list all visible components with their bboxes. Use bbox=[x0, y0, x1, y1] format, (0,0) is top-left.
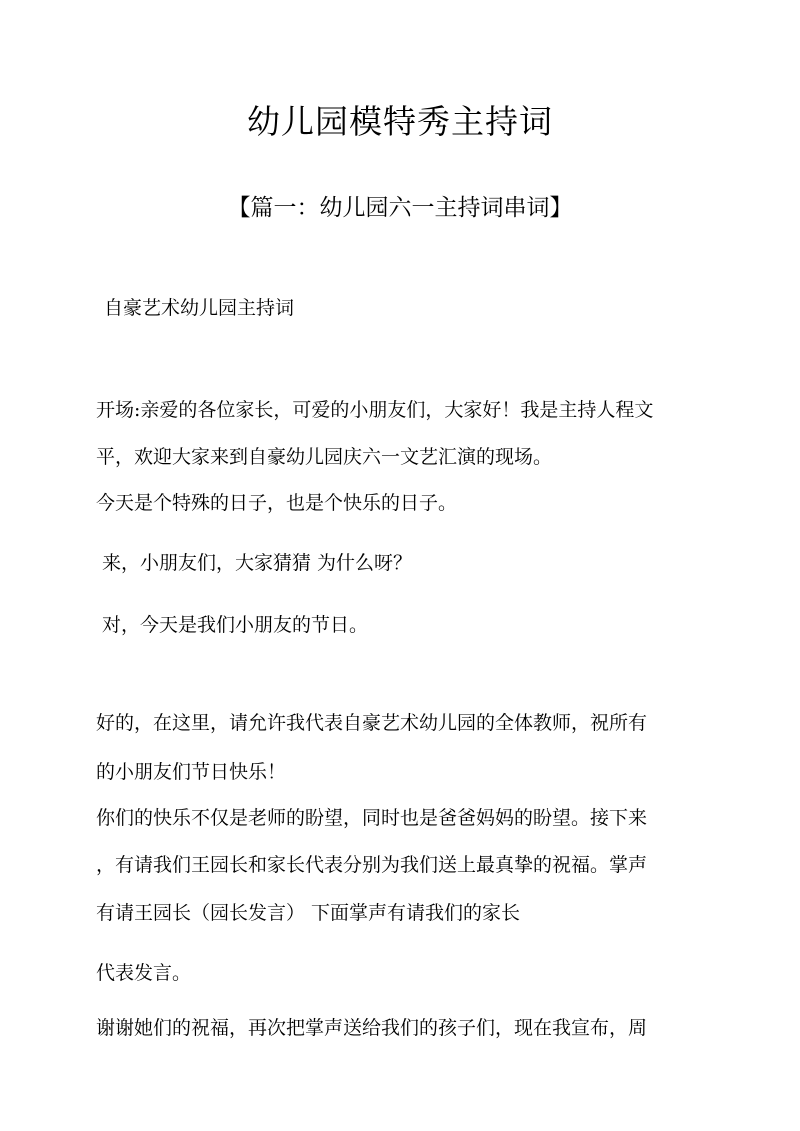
text-line: 你们的快乐不仅是老师的盼望，同时也是爸爸妈妈的盼望。接下来 bbox=[96, 807, 648, 829]
text-line: 谢谢她们的祝福，再次把掌声送给我们的孩子们，现在我宣布，周 bbox=[96, 1017, 648, 1039]
text-line: ，有请我们王园长和家长代表分别为我们送上最真挚的祝福。掌声 bbox=[96, 854, 648, 876]
text-line: 今天是个特殊的日子，也是个快乐的日子。 bbox=[96, 492, 458, 514]
text-line: 开场:亲爱的各位家长，可爱的小朋友们，大家好！我是主持人程文 bbox=[96, 399, 654, 421]
document-title: 幼儿园模特秀主持词 bbox=[247, 102, 553, 141]
document-subtitle: 【篇一：幼儿园六一主持词串词】 bbox=[227, 195, 573, 221]
text-line: 平，欢迎大家来到自豪幼儿园庆六一文艺汇演的现场。 bbox=[96, 446, 553, 468]
text-line: 好的，在这里，请允许我代表自豪艺术幼儿园的全体教师，祝所有 bbox=[96, 712, 648, 734]
text-line: 的小朋友们节日快乐！ bbox=[96, 761, 287, 783]
text-line: 代表发言。 bbox=[96, 962, 192, 984]
text-line: 对，今天是我们小朋友的节日。 bbox=[102, 614, 369, 636]
text-line: 有请王园长（园长发言） 下面掌声有请我们的家长 bbox=[96, 902, 521, 924]
text-line: 来，小朋友们，大家猜猜 为什么呀？ bbox=[102, 552, 413, 574]
section-heading: 自豪艺术幼儿园主持词 bbox=[104, 297, 295, 319]
